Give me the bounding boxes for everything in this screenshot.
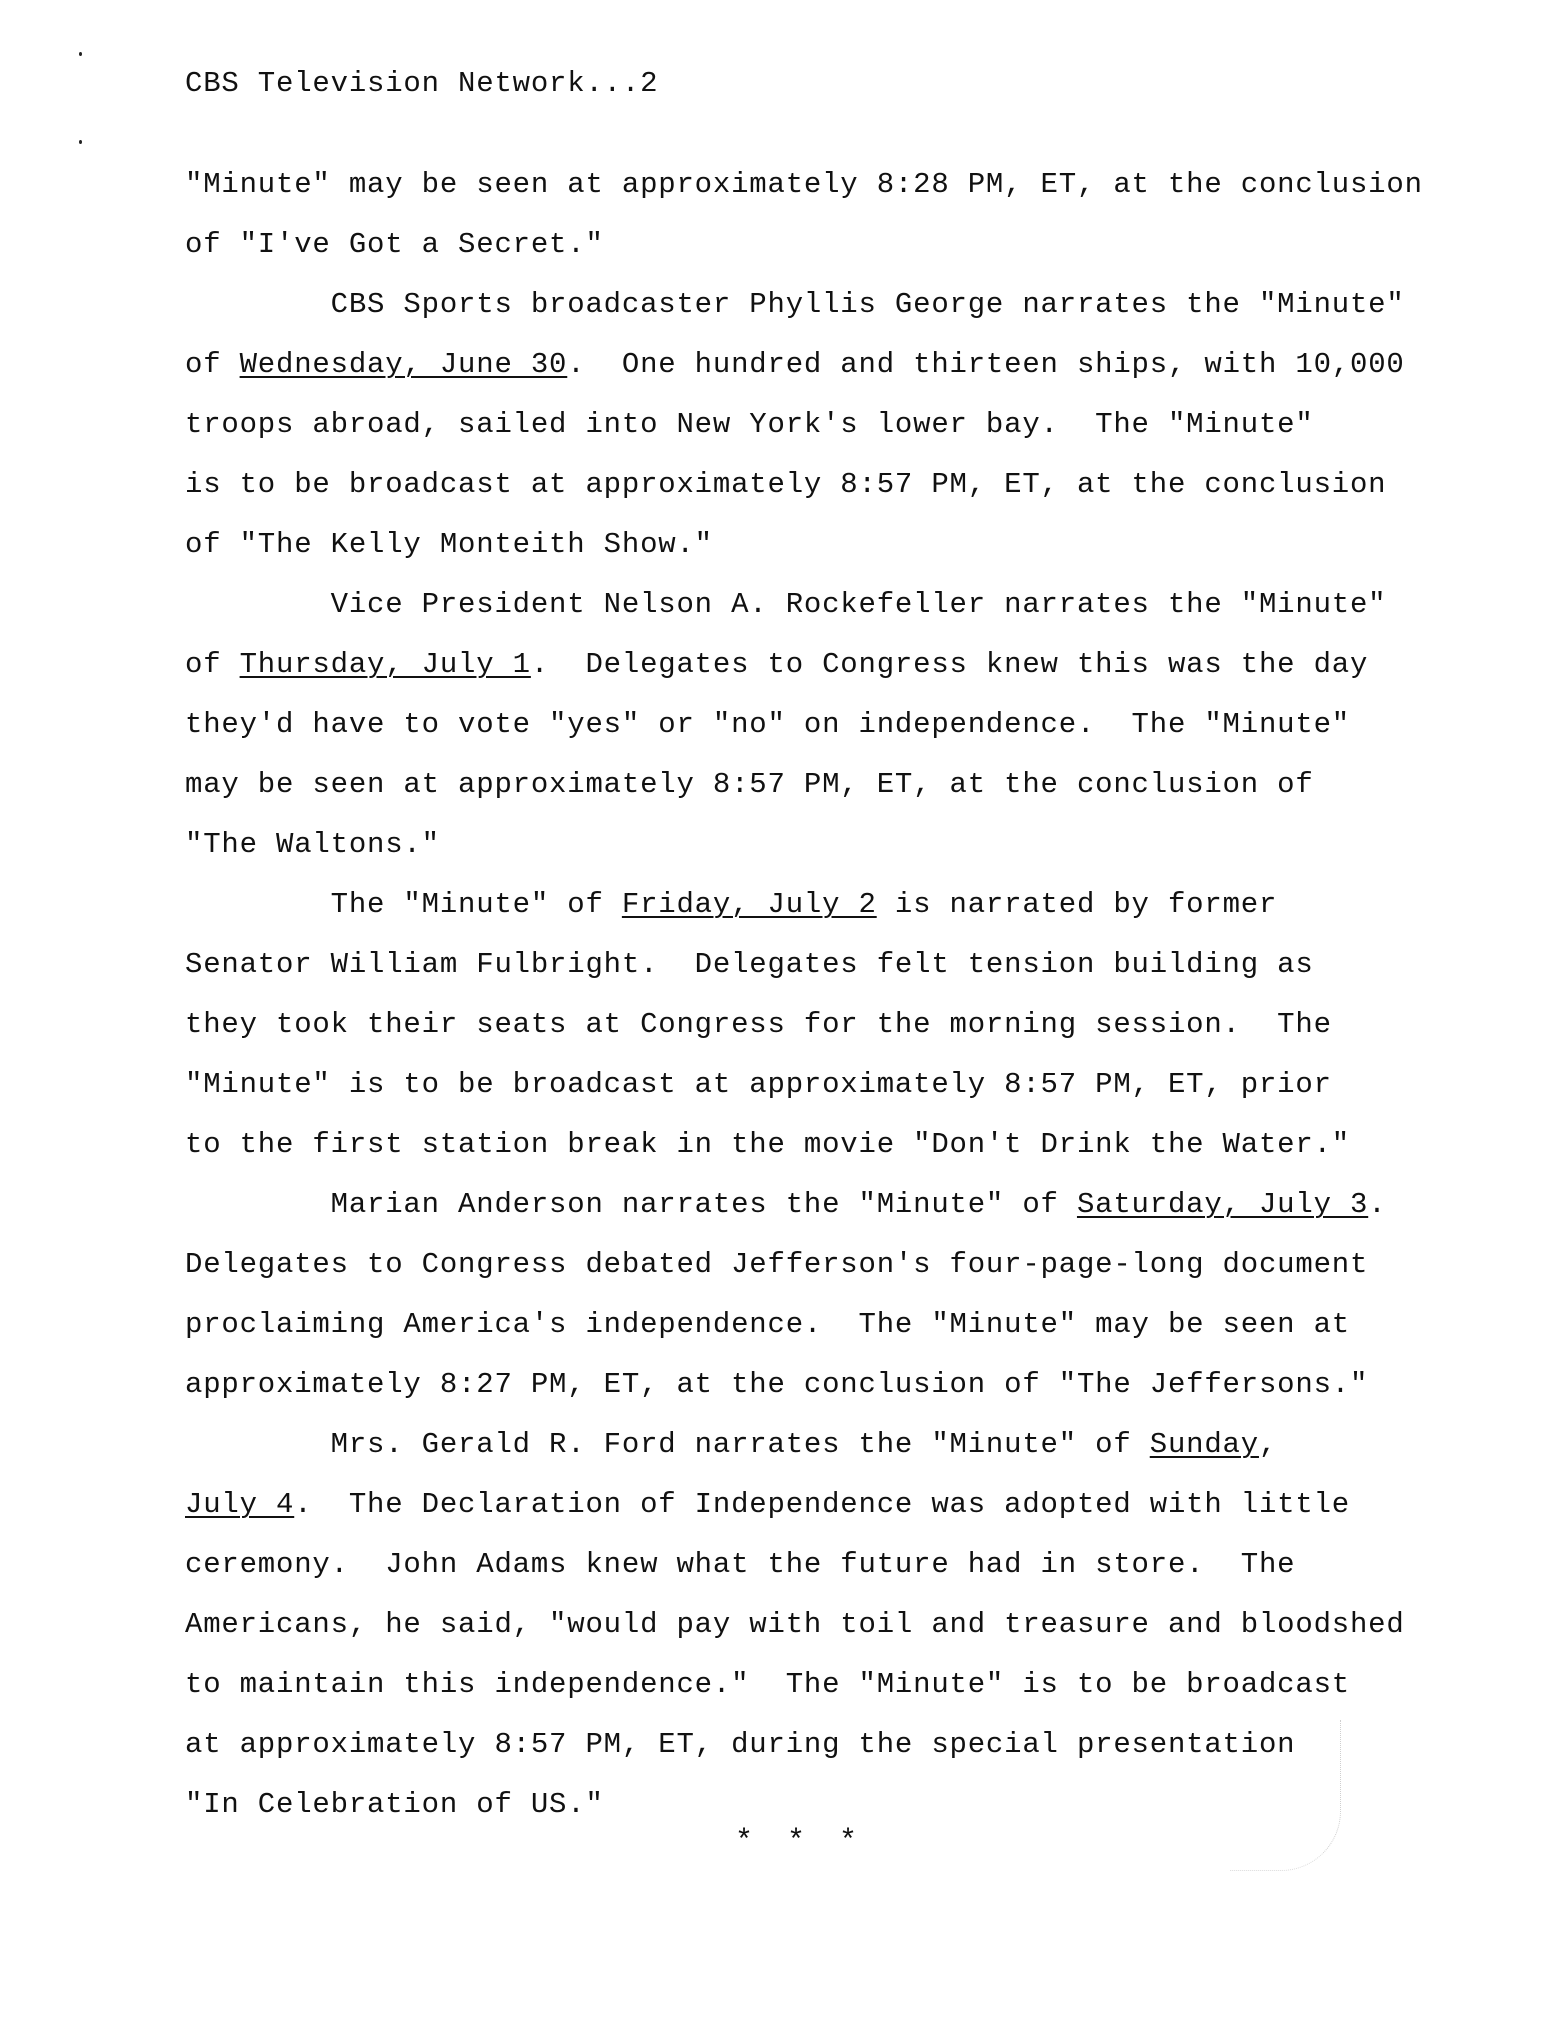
text-line: troops abroad, sailed into New York's lower bay. The "Minute" (185, 408, 1314, 441)
text-line: of "The Kelly Monteith Show." (185, 528, 713, 561)
text-line: proclaiming America's independence. The "Minute" may be seen at (185, 1308, 1350, 1341)
text-line: at approximately 8:57 PM, ET, during the special presentation (185, 1728, 1296, 1761)
text-fragment: of (185, 648, 240, 681)
text-line: they'd have to vote "yes" or "no" on independence. The "Minute" (185, 708, 1350, 741)
text-line: approximately 8:27 PM, ET, at the conclusion of "The Jeffersons." (185, 1368, 1369, 1401)
text-line: "In Celebration of US." (185, 1788, 604, 1821)
text-line: "Minute" is to be broadcast at approximately 8:57 PM, ET, prior (185, 1068, 1332, 1101)
text-fragment: . (1368, 1188, 1387, 1221)
text-fragment: , (1258, 1428, 1278, 1461)
text-fragment: of (185, 348, 240, 381)
text-line: Senator William Fulbright. Delegates felt tension building as (185, 948, 1314, 981)
text-line (185, 1415, 1485, 1475)
text-line: ceremony. John Adams knew what the future had in store. The (185, 1548, 1296, 1581)
underlined-date: Thursday, July 1 (239, 648, 531, 681)
running-header: CBS Television Network...2 (185, 67, 659, 100)
end-of-release-mark: * * * (735, 1825, 866, 1859)
text-line (185, 1475, 1485, 1535)
text-line (185, 635, 1485, 695)
faint-scan-artifact (1230, 1720, 1341, 1871)
text-line: Vice President Nelson A. Rockefeller narrates the "Minute" (185, 588, 1387, 621)
press-release-body (185, 155, 1485, 1835)
text-line: to the first station break in the movie "Don't Drink the Water." (185, 1128, 1350, 1161)
text-line (185, 335, 1485, 395)
text-line: to maintain this independence." The "Minute" is to be broadcast (185, 1668, 1350, 1701)
text-fragment: Marian Anderson narrates the "Minute" of (185, 1188, 1077, 1221)
scan-speck (79, 140, 82, 144)
text-line: "Minute" may be seen at approximately 8:28 PM, ET, at the conclusion (185, 168, 1423, 201)
underlined-date: Sunday (1149, 1428, 1259, 1461)
text-line: Americans, he said, "would pay with toil and treasure and bloodshed (185, 1608, 1405, 1641)
underlined-date: Friday, July 2 (621, 888, 877, 921)
underlined-date: Saturday, July 3 (1076, 1188, 1369, 1221)
text-line (185, 1175, 1485, 1235)
text-fragment: Mrs. Gerald R. Ford narrates the "Minute" of (185, 1428, 1150, 1461)
text-fragment: . Delegates to Congress knew this was the day (530, 648, 1369, 681)
text-line: CBS Sports broadcaster Phyllis George narrates the "Minute" (185, 288, 1405, 321)
text-fragment: . The Declaration of Independence was adopted with little (294, 1488, 1350, 1521)
text-line: of "I've Got a Secret." (185, 228, 604, 261)
text-line: they took their seats at Congress for the morning session. The (185, 1008, 1332, 1041)
underlined-date: July 4 (185, 1488, 295, 1521)
scan-speck (79, 52, 82, 56)
text-line: Delegates to Congress debated Jefferson's four-page-long document (185, 1248, 1369, 1281)
underlined-date: Wednesday, June 30 (239, 348, 568, 381)
text-fragment: The "Minute" of (185, 888, 622, 921)
text-line (185, 875, 1485, 935)
text-fragment: is narrated by former (876, 888, 1278, 921)
text-fragment: . One hundred and thirteen ships, with 10,000 (567, 348, 1405, 381)
text-line: "The Waltons." (185, 828, 440, 861)
text-line: is to be broadcast at approximately 8:57 PM, ET, at the conclusion (185, 468, 1387, 501)
text-line: may be seen at approximately 8:57 PM, ET, at the conclusion of (185, 768, 1314, 801)
